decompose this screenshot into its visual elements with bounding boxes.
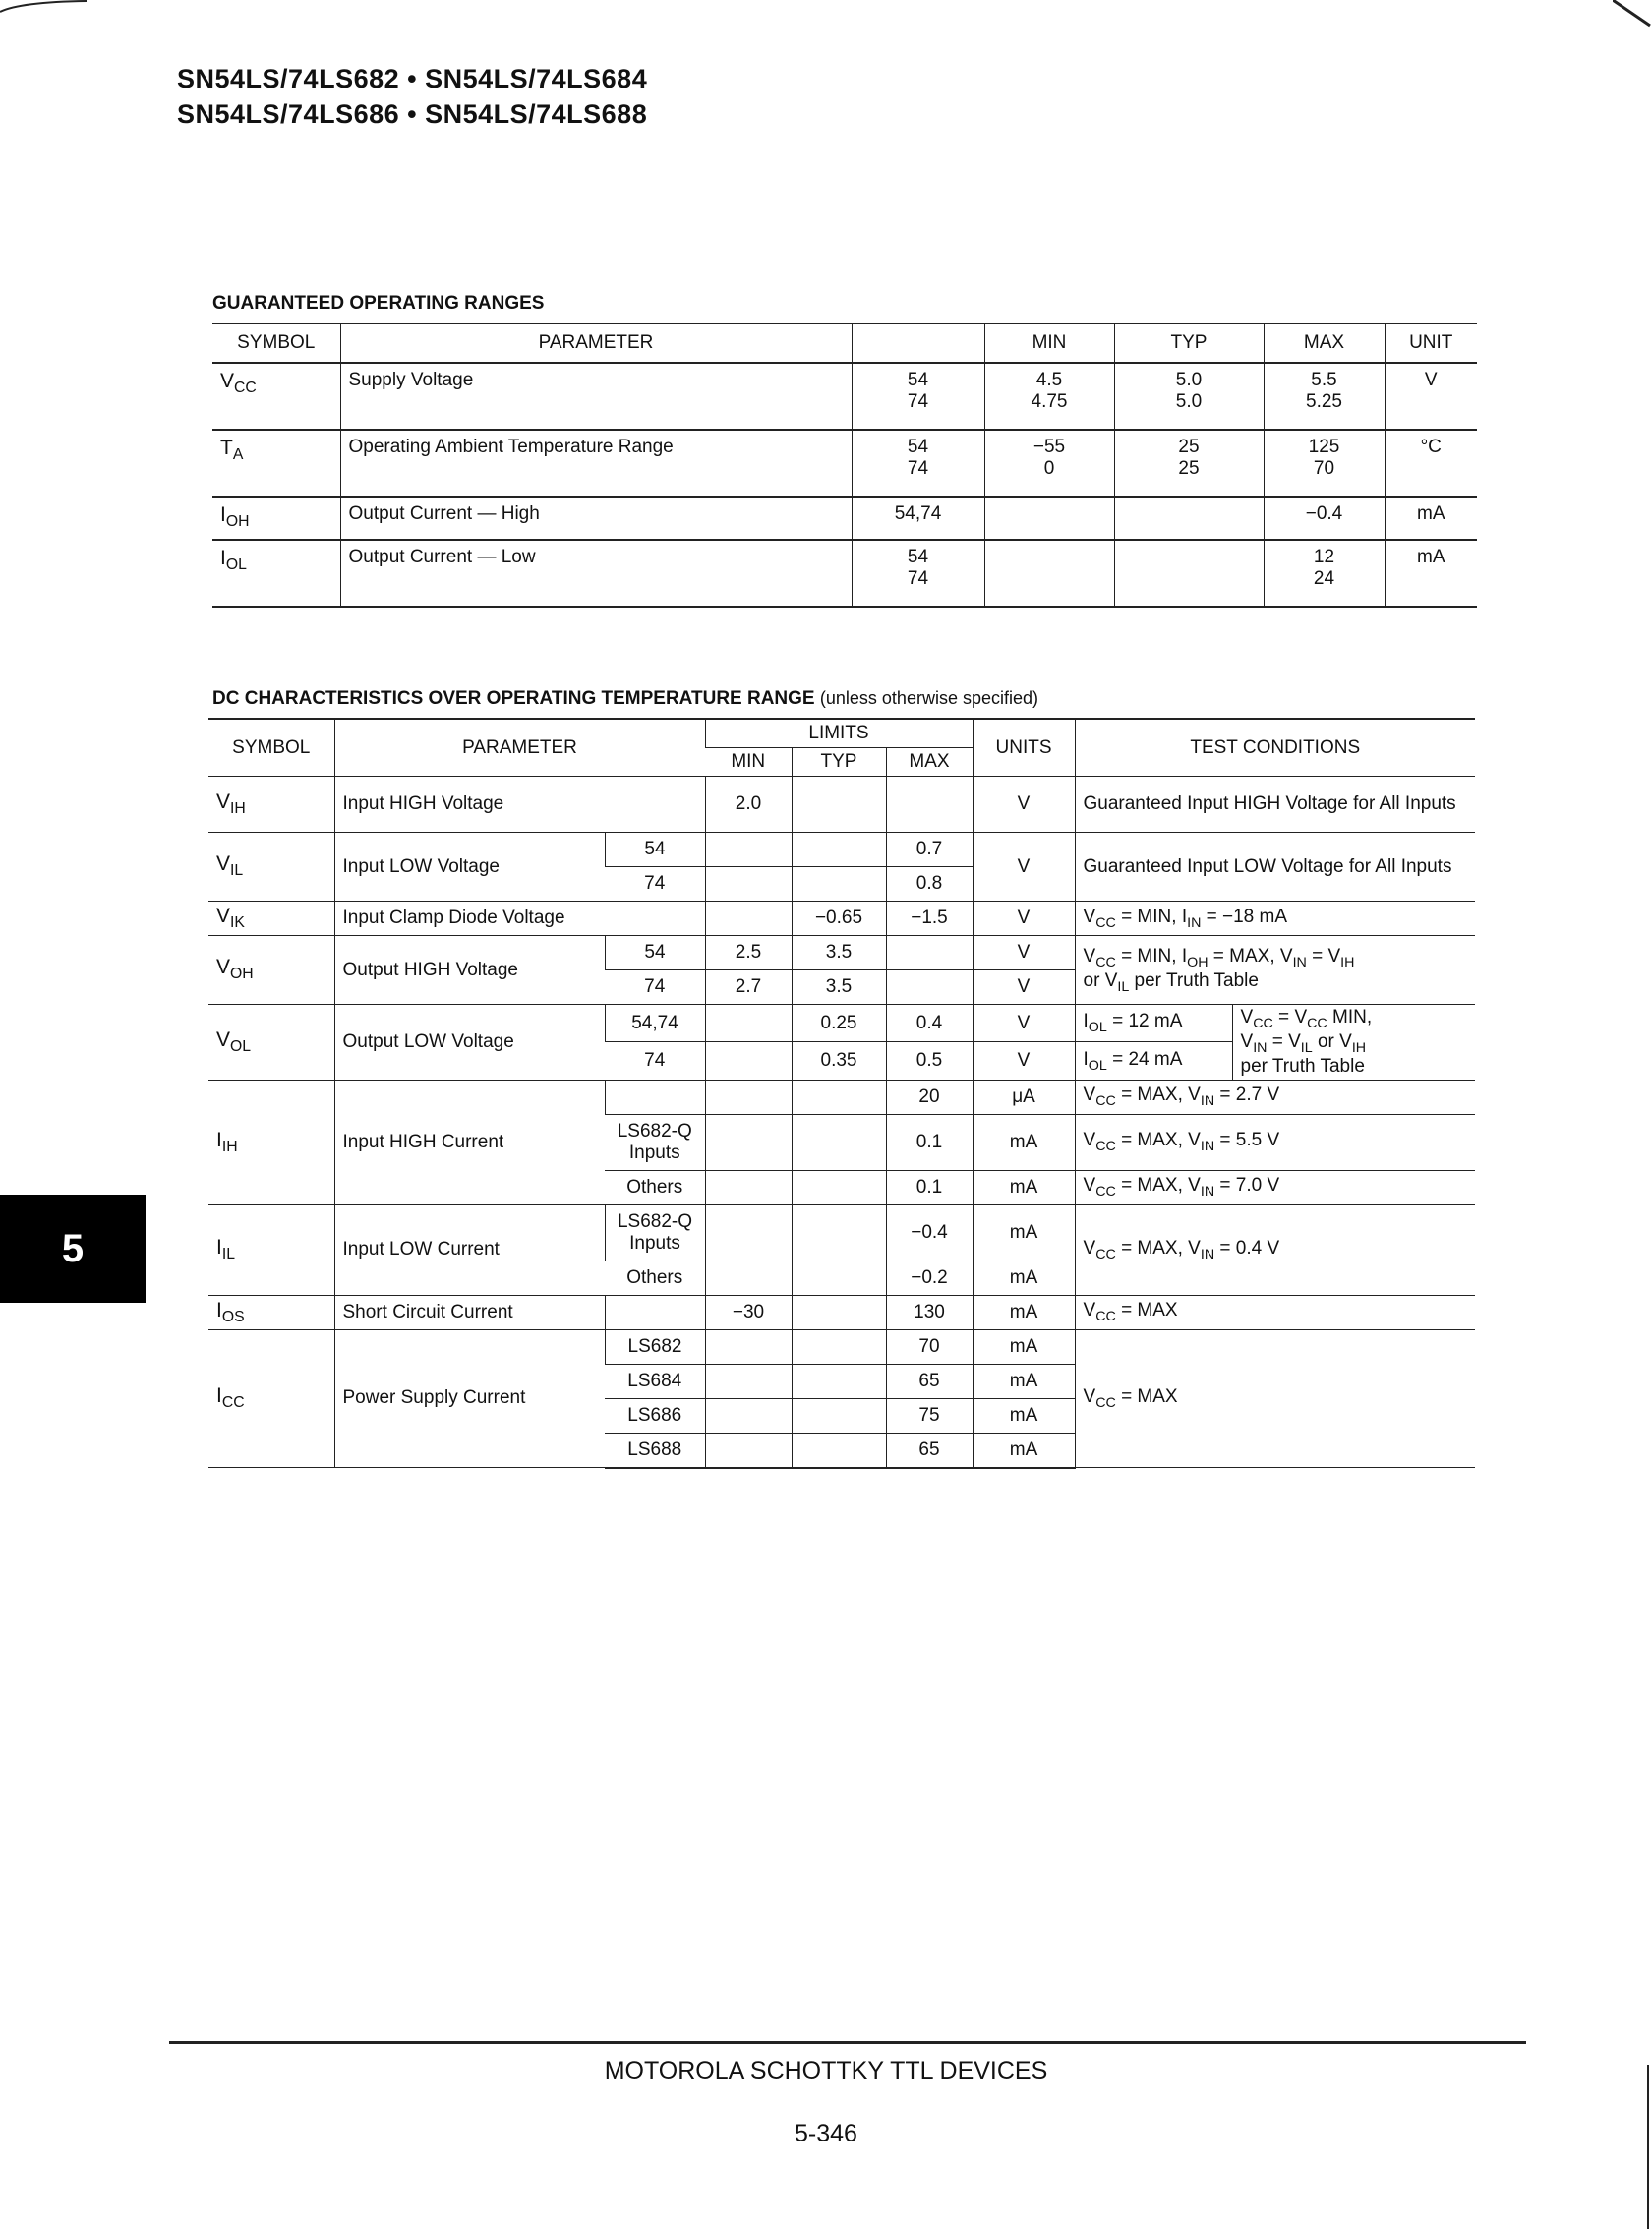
gor-min: −55 0 bbox=[984, 430, 1114, 497]
dc-grade: 54 bbox=[605, 833, 705, 867]
gor-unit: V bbox=[1385, 363, 1477, 430]
gor-header-unit: UNIT bbox=[1385, 323, 1477, 363]
dc-parameter: Input HIGH Voltage bbox=[334, 777, 705, 833]
table-row bbox=[208, 1295, 1475, 1329]
dc-max: 75 bbox=[886, 1398, 973, 1433]
document-header bbox=[177, 61, 647, 132]
dc-title bbox=[212, 688, 1038, 710]
dc-grade: 54 bbox=[605, 936, 705, 970]
gor-typ bbox=[1114, 497, 1264, 540]
gor-header-parameter: PARAMETER bbox=[340, 323, 852, 363]
dc-grade: LS682-Q Inputs bbox=[605, 1204, 705, 1261]
dc-max: −0.2 bbox=[886, 1261, 973, 1295]
table-row bbox=[212, 497, 1477, 540]
dc-min: 2.7 bbox=[705, 970, 792, 1005]
gor-min bbox=[984, 497, 1114, 540]
gor-min bbox=[984, 540, 1114, 607]
dc-min: −30 bbox=[705, 1295, 792, 1329]
dc-typ bbox=[792, 1204, 886, 1261]
dc-symbol-vil: $V_{IL}$ bbox=[208, 833, 334, 902]
dc-parameter: Output HIGH Voltage bbox=[334, 936, 605, 1005]
gor-header-row bbox=[212, 323, 1477, 363]
dc-typ bbox=[792, 1080, 886, 1114]
dc-typ bbox=[792, 1114, 886, 1170]
dc-parameter: Short Circuit Current bbox=[334, 1295, 605, 1329]
table-row bbox=[208, 1329, 1475, 1364]
dc-test: $V_{CC}$ = MIN, $I_{IN} = -18$ mA bbox=[1075, 902, 1475, 936]
dc-max bbox=[886, 777, 973, 833]
dc-symbol-voh: $V_{OH}$ bbox=[208, 936, 334, 1005]
table-row bbox=[208, 833, 1475, 867]
dc-min bbox=[705, 1398, 792, 1433]
dc-test: Guaranteed Input LOW Voltage for All Inputs bbox=[1075, 833, 1475, 902]
dc-max: 0.5 bbox=[886, 1042, 973, 1080]
dc-typ bbox=[792, 777, 886, 833]
dc-typ bbox=[792, 867, 886, 902]
gor-typ: 25 25 bbox=[1114, 430, 1264, 497]
dc-grade: LS686 bbox=[605, 1398, 705, 1433]
dc-typ bbox=[792, 1398, 886, 1433]
gor-typ: 5.0 5.0 bbox=[1114, 363, 1264, 430]
dc-header-limits: LIMITS bbox=[705, 719, 973, 748]
dc-test: $V_{CC}$ = MAX bbox=[1075, 1329, 1475, 1468]
dc-min bbox=[705, 1114, 792, 1170]
dc-max: 0.1 bbox=[886, 1114, 973, 1170]
dc-typ bbox=[792, 1295, 886, 1329]
dc-grade: 74 bbox=[605, 867, 705, 902]
dc-title-text: DC CHARACTERISTICS OVER OPERATING TEMPERATURE RANGE bbox=[212, 688, 815, 709]
dc-test: $V_{CC}$ = MAX, $V_{IN} = 7.0$ V bbox=[1075, 1170, 1475, 1204]
gor-header-typ: TYP bbox=[1114, 323, 1264, 363]
dc-unit: mA bbox=[973, 1364, 1075, 1398]
dc-unit: mA bbox=[973, 1204, 1075, 1261]
gor-symbol: $T_A$ bbox=[212, 430, 340, 497]
scan-corner-top-right bbox=[1613, 0, 1652, 29]
dc-unit: mA bbox=[973, 1433, 1075, 1468]
dc-test: $V_{CC}$ = MAX bbox=[1075, 1295, 1475, 1329]
dc-max: 65 bbox=[886, 1433, 973, 1468]
dc-header-units: UNITS bbox=[973, 719, 1075, 777]
gor-grade: 54 74 bbox=[852, 430, 984, 497]
dc-max: 0.7 bbox=[886, 833, 973, 867]
dc-test: $V_{CC}$ = MAX, $V_{IN} = 0.4$ V bbox=[1075, 1204, 1475, 1295]
dc-typ: 0.25 bbox=[792, 1005, 886, 1042]
dc-max: 0.1 bbox=[886, 1170, 973, 1204]
dc-test: $V_{CC}$ = MIN, $I_{OH}$ = MAX, $V_{IN} = V_{IH}$ or $V_{IL}$ per Truth Table bbox=[1075, 936, 1475, 1005]
footer-title: MOTOROLA SCHOTTKY TTL DEVICES bbox=[604, 2057, 1048, 2084]
dc-unit: mA bbox=[973, 1261, 1075, 1295]
dc-min bbox=[705, 1170, 792, 1204]
dc-unit: mA bbox=[973, 1170, 1075, 1204]
dc-grade bbox=[605, 1080, 705, 1114]
dc-min bbox=[705, 1329, 792, 1364]
dc-typ: 3.5 bbox=[792, 970, 886, 1005]
dc-unit: V bbox=[973, 970, 1075, 1005]
dc-test-iol-24: $I_{OL} = 24$ mA bbox=[1075, 1042, 1232, 1080]
dc-parameter: Power Supply Current bbox=[334, 1329, 605, 1468]
dc-header-min: MIN bbox=[705, 748, 792, 777]
dc-grade: Others bbox=[605, 1261, 705, 1295]
dc-min bbox=[705, 902, 792, 936]
guaranteed-operating-ranges-table bbox=[212, 323, 1477, 608]
dc-unit: V bbox=[973, 1042, 1075, 1080]
dc-unit: V bbox=[973, 1005, 1075, 1042]
dc-header-max: MAX bbox=[886, 748, 973, 777]
gor-parameter: Supply Voltage bbox=[340, 363, 852, 430]
dc-unit: V bbox=[973, 936, 1075, 970]
dc-test: Guaranteed Input HIGH Voltage for All Inputs bbox=[1075, 777, 1475, 833]
gor-typ bbox=[1114, 540, 1264, 607]
dc-unit: V bbox=[973, 833, 1075, 902]
dc-min bbox=[705, 1005, 792, 1042]
dc-unit: V bbox=[973, 902, 1075, 936]
dc-min: 2.5 bbox=[705, 936, 792, 970]
dc-symbol-vol: $V_{OL}$ bbox=[208, 1005, 334, 1081]
dc-test-iol-12: $I_{OL} = 12$ mA bbox=[1075, 1005, 1232, 1042]
dc-symbol-vik: $V_{IK}$ bbox=[208, 902, 334, 936]
dc-grade: LS688 bbox=[605, 1433, 705, 1468]
gor-unit: mA bbox=[1385, 540, 1477, 607]
dc-test: $V_{CC}$ = MAX, $V_{IN} = 2.7$ V bbox=[1075, 1080, 1475, 1114]
dc-grade: 54,74 bbox=[605, 1005, 705, 1042]
gor-title: GUARANTEED OPERATING RANGES bbox=[212, 293, 545, 314]
dc-header-symbol: SYMBOL bbox=[208, 719, 334, 777]
dc-parameter: Input Clamp Diode Voltage bbox=[334, 902, 705, 936]
gor-max: 12 24 bbox=[1264, 540, 1385, 607]
header-line-2: SN54LS/74LS686 • SN54LS/74LS688 bbox=[177, 99, 648, 129]
scan-corner-top-left bbox=[0, 0, 88, 14]
dc-min: 2.0 bbox=[705, 777, 792, 833]
dc-characteristics-table bbox=[208, 718, 1475, 1469]
dc-max: 65 bbox=[886, 1364, 973, 1398]
gor-min: 4.5 4.75 bbox=[984, 363, 1114, 430]
dc-symbol-iil: $I_{IL}$ bbox=[208, 1204, 334, 1295]
dc-parameter: Output LOW Voltage bbox=[334, 1005, 605, 1081]
dc-unit: V bbox=[973, 777, 1075, 833]
dc-min bbox=[705, 1042, 792, 1080]
dc-header-test: TEST CONDITIONS bbox=[1075, 719, 1475, 777]
dc-typ bbox=[792, 833, 886, 867]
table-row bbox=[208, 902, 1475, 936]
dc-max: 0.8 bbox=[886, 867, 973, 902]
dc-typ bbox=[792, 1261, 886, 1295]
dc-max: 130 bbox=[886, 1295, 973, 1329]
dc-unit: mA bbox=[973, 1114, 1075, 1170]
gor-parameter: Output Current — High bbox=[340, 497, 852, 540]
dc-typ: −0.65 bbox=[792, 902, 886, 936]
dc-parameter: Input LOW Current bbox=[334, 1204, 605, 1295]
dc-title-note: (unless otherwise specified) bbox=[819, 688, 1038, 708]
gor-header-max: MAX bbox=[1264, 323, 1385, 363]
gor-symbol: $I_{OL}$ bbox=[212, 540, 340, 607]
dc-max: 70 bbox=[886, 1329, 973, 1364]
dc-typ bbox=[792, 1329, 886, 1364]
dc-typ bbox=[792, 1170, 886, 1204]
dc-symbol-icc: $I_{CC}$ bbox=[208, 1329, 334, 1468]
dc-grade: LS682-Q Inputs bbox=[605, 1114, 705, 1170]
dc-min bbox=[705, 1261, 792, 1295]
table-row bbox=[212, 430, 1477, 497]
dc-min bbox=[705, 1433, 792, 1468]
dc-parameter: Input LOW Voltage bbox=[334, 833, 605, 902]
dc-min bbox=[705, 867, 792, 902]
dc-grade: LS682 bbox=[605, 1329, 705, 1364]
dc-unit: mA bbox=[973, 1329, 1075, 1364]
dc-max: −0.4 bbox=[886, 1204, 973, 1261]
dc-min bbox=[705, 1364, 792, 1398]
dc-grade: Others bbox=[605, 1170, 705, 1204]
dc-grade: 74 bbox=[605, 970, 705, 1005]
gor-parameter: Operating Ambient Temperature Range bbox=[340, 430, 852, 497]
table-row bbox=[208, 1080, 1475, 1114]
footer-rule bbox=[169, 2041, 1526, 2044]
dc-grade: 74 bbox=[605, 1042, 705, 1080]
dc-max: −1.5 bbox=[886, 902, 973, 936]
gor-max: 5.5 5.25 bbox=[1264, 363, 1385, 430]
dc-parameter: Input HIGH Current bbox=[334, 1080, 605, 1204]
gor-max: 125 70 bbox=[1264, 430, 1385, 497]
dc-header-parameter: PARAMETER bbox=[334, 719, 705, 777]
gor-grade: 54,74 bbox=[852, 497, 984, 540]
table-row bbox=[212, 540, 1477, 607]
gor-header-grade bbox=[852, 323, 984, 363]
dc-min bbox=[705, 833, 792, 867]
gor-parameter: Output Current — Low bbox=[340, 540, 852, 607]
dc-typ bbox=[792, 1433, 886, 1468]
dc-symbol-ios: $I_{OS}$ bbox=[208, 1295, 334, 1329]
dc-max: 0.4 bbox=[886, 1005, 973, 1042]
table-row bbox=[208, 777, 1475, 833]
dc-unit: mA bbox=[973, 1295, 1075, 1329]
header-line-1: SN54LS/74LS682 • SN54LS/74LS684 bbox=[177, 64, 648, 93]
dc-min bbox=[705, 1080, 792, 1114]
dc-max bbox=[886, 936, 973, 970]
dc-unit: mA bbox=[973, 1398, 1075, 1433]
dc-unit: μA bbox=[973, 1080, 1075, 1114]
dc-test: $V_{CC}$ = MAX, $V_{IN} = 5.5$ V bbox=[1075, 1114, 1475, 1170]
dc-min bbox=[705, 1204, 792, 1261]
table-row bbox=[212, 363, 1477, 430]
page-number: 5-346 bbox=[795, 2120, 857, 2147]
dc-grade: LS684 bbox=[605, 1364, 705, 1398]
gor-symbol: $V_{CC}$ bbox=[212, 363, 340, 430]
table-row bbox=[208, 936, 1475, 970]
dc-symbol-vih: $V_{IH}$ bbox=[208, 777, 334, 833]
table-row bbox=[208, 1204, 1475, 1261]
dc-typ: 0.35 bbox=[792, 1042, 886, 1080]
gor-header-min: MIN bbox=[984, 323, 1114, 363]
dc-grade bbox=[605, 1295, 705, 1329]
gor-header-symbol: SYMBOL bbox=[212, 323, 340, 363]
dc-symbol-iih: $I_{IH}$ bbox=[208, 1080, 334, 1204]
dc-typ: 3.5 bbox=[792, 936, 886, 970]
dc-max: 20 bbox=[886, 1080, 973, 1114]
dc-max bbox=[886, 970, 973, 1005]
gor-max: −0.4 bbox=[1264, 497, 1385, 540]
dc-typ bbox=[792, 1364, 886, 1398]
gor-unit: mA bbox=[1385, 497, 1477, 540]
gor-grade: 54 74 bbox=[852, 540, 984, 607]
section-tab: 5 bbox=[0, 1195, 146, 1303]
gor-unit: °C bbox=[1385, 430, 1477, 497]
gor-symbol: $I_{OH}$ bbox=[212, 497, 340, 540]
dc-header-typ: TYP bbox=[792, 748, 886, 777]
dc-test-vol-cond: $V_{CC} = V_{CC}$ MIN, $V_{IN} = V_{IL}$ or $V_{IH}$ per Truth Table bbox=[1232, 1005, 1475, 1081]
table-row bbox=[208, 1005, 1475, 1042]
gor-grade: 54 74 bbox=[852, 363, 984, 430]
